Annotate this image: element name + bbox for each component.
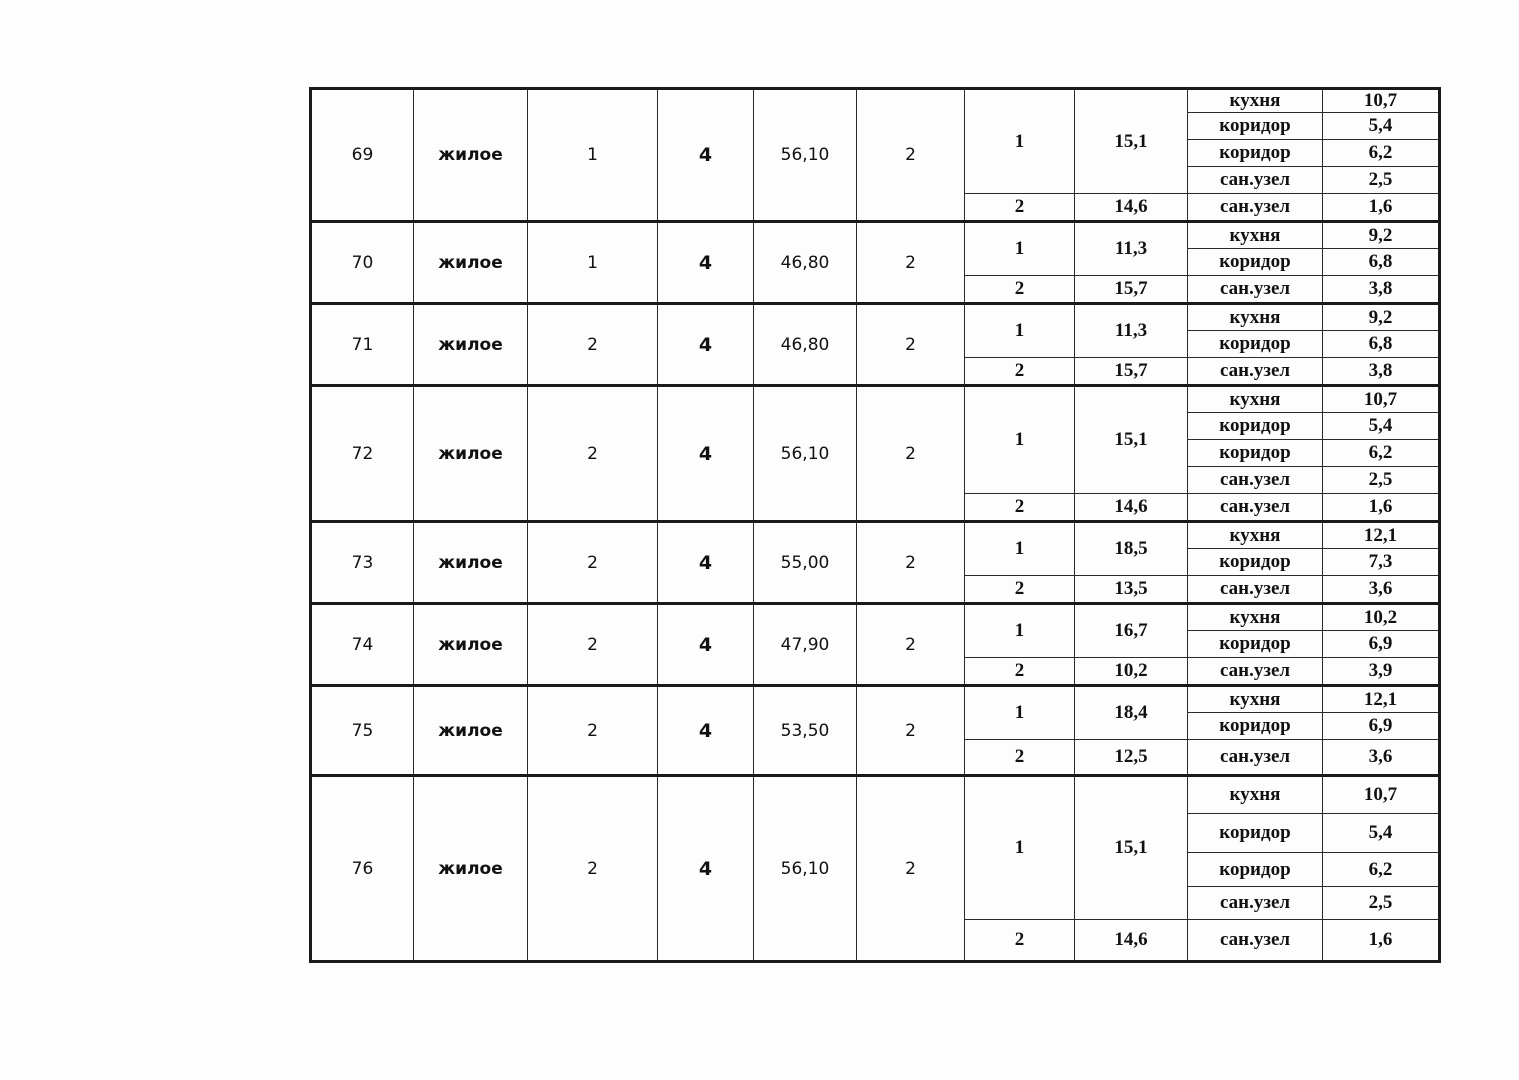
aux-room-name: коридор (1188, 249, 1323, 276)
column-4-value: 4 (658, 386, 754, 522)
aux-room-area: 12,1 (1323, 686, 1440, 713)
room-area: 15,1 (1075, 776, 1188, 920)
aux-room-area: 12,1 (1323, 522, 1440, 549)
apartment-area: 53,50 (754, 686, 857, 776)
room-index: 1 (965, 304, 1075, 358)
apartment-group (311, 89, 1440, 222)
room-area: 12,5 (1075, 740, 1188, 776)
column-3-value: 2 (528, 686, 658, 776)
column-6-value: 2 (857, 776, 965, 962)
apartment-type: жилое (414, 776, 528, 962)
column-3-value: 2 (528, 386, 658, 522)
aux-room-name: сан.узел (1188, 494, 1323, 522)
aux-room-area: 6,8 (1323, 249, 1440, 276)
apartment-type: жилое (414, 89, 528, 222)
aux-room-name: коридор (1188, 631, 1323, 658)
column-3-value: 2 (528, 776, 658, 962)
aux-room-area: 10,2 (1323, 604, 1440, 631)
aux-room-name: сан.узел (1188, 576, 1323, 604)
room-area: 13,5 (1075, 576, 1188, 604)
room-area: 15,1 (1075, 386, 1188, 494)
apartment-number: 72 (311, 386, 414, 522)
apartment-group (311, 522, 1440, 604)
apartment-number: 76 (311, 776, 414, 962)
apartment-group (311, 386, 1440, 522)
aux-room-area: 10,7 (1323, 89, 1440, 113)
aux-room-name: коридор (1188, 413, 1323, 440)
column-6-value: 2 (857, 686, 965, 776)
apartment-type: жилое (414, 604, 528, 686)
table-row (311, 776, 1440, 814)
apartment-number: 71 (311, 304, 414, 386)
table-row (311, 89, 1440, 113)
table-row (311, 222, 1440, 249)
column-4-value: 4 (658, 686, 754, 776)
column-3-value: 2 (528, 522, 658, 604)
aux-room-area: 6,2 (1323, 440, 1440, 467)
column-4-value: 4 (658, 304, 754, 386)
aux-room-area: 5,4 (1323, 413, 1440, 440)
column-6-value: 2 (857, 386, 965, 522)
room-index: 1 (965, 604, 1075, 658)
apartment-area: 55,00 (754, 522, 857, 604)
aux-room-area: 6,9 (1323, 713, 1440, 740)
aux-room-area: 6,8 (1323, 331, 1440, 358)
aux-room-name: кухня (1188, 686, 1323, 713)
column-6-value: 2 (857, 522, 965, 604)
room-index: 1 (965, 686, 1075, 740)
aux-room-name: коридор (1188, 853, 1323, 887)
aux-room-area: 6,2 (1323, 140, 1440, 167)
apartment-group (311, 222, 1440, 304)
aux-room-name: кухня (1188, 776, 1323, 814)
room-index: 2 (965, 276, 1075, 304)
room-index: 2 (965, 358, 1075, 386)
table-row (311, 386, 1440, 413)
apartment-type: жилое (414, 686, 528, 776)
aux-room-area: 9,2 (1323, 304, 1440, 331)
aux-room-name: сан.узел (1188, 276, 1323, 304)
aux-room-area: 3,8 (1323, 276, 1440, 304)
room-area: 10,2 (1075, 658, 1188, 686)
aux-room-name: кухня (1188, 89, 1323, 113)
apartment-number: 75 (311, 686, 414, 776)
table-row (311, 304, 1440, 331)
room-area: 15,1 (1075, 89, 1188, 194)
apartment-area: 46,80 (754, 304, 857, 386)
aux-room-area: 1,6 (1323, 494, 1440, 522)
apartment-number: 73 (311, 522, 414, 604)
aux-room-name: сан.узел (1188, 740, 1323, 776)
apartment-group (311, 304, 1440, 386)
aux-room-area: 5,4 (1323, 113, 1440, 140)
aux-room-name: сан.узел (1188, 658, 1323, 686)
aux-room-name: коридор (1188, 331, 1323, 358)
room-area: 18,4 (1075, 686, 1188, 740)
aux-room-name: сан.узел (1188, 358, 1323, 386)
apartment-type: жилое (414, 304, 528, 386)
room-area: 11,3 (1075, 222, 1188, 276)
column-3-value: 2 (528, 604, 658, 686)
aux-room-area: 3,8 (1323, 358, 1440, 386)
room-index: 2 (965, 658, 1075, 686)
column-3-value: 2 (528, 304, 658, 386)
apartment-area: 47,90 (754, 604, 857, 686)
room-index: 1 (965, 89, 1075, 194)
column-3-value: 1 (528, 222, 658, 304)
room-area: 15,7 (1075, 276, 1188, 304)
aux-room-area: 3,6 (1323, 576, 1440, 604)
column-4-value: 4 (658, 222, 754, 304)
apartment-type: жилое (414, 386, 528, 522)
apartments-table (309, 87, 1441, 963)
aux-room-name: коридор (1188, 440, 1323, 467)
column-6-value: 2 (857, 89, 965, 222)
aux-room-name: сан.узел (1188, 194, 1323, 222)
room-area: 14,6 (1075, 194, 1188, 222)
aux-room-name: сан.узел (1188, 887, 1323, 920)
aux-room-area: 9,2 (1323, 222, 1440, 249)
apartment-group (311, 776, 1440, 962)
room-area: 18,5 (1075, 522, 1188, 576)
aux-room-name: кухня (1188, 522, 1323, 549)
room-index: 1 (965, 522, 1075, 576)
room-index: 1 (965, 222, 1075, 276)
aux-room-area: 6,2 (1323, 853, 1440, 887)
aux-room-area: 1,6 (1323, 194, 1440, 222)
table-row (311, 604, 1440, 631)
apartment-group (311, 686, 1440, 776)
table-row (311, 686, 1440, 713)
aux-room-name: кухня (1188, 304, 1323, 331)
aux-room-area: 1,6 (1323, 920, 1440, 962)
aux-room-name: сан.узел (1188, 467, 1323, 494)
column-4-value: 4 (658, 522, 754, 604)
aux-room-name: сан.узел (1188, 167, 1323, 194)
room-index: 2 (965, 576, 1075, 604)
room-area: 11,3 (1075, 304, 1188, 358)
aux-room-name: коридор (1188, 814, 1323, 853)
aux-room-area: 7,3 (1323, 549, 1440, 576)
column-3-value: 1 (528, 89, 658, 222)
column-4-value: 4 (658, 604, 754, 686)
column-6-value: 2 (857, 304, 965, 386)
room-index: 2 (965, 494, 1075, 522)
aux-room-name: кухня (1188, 604, 1323, 631)
aux-room-name: коридор (1188, 140, 1323, 167)
aux-room-area: 2,5 (1323, 467, 1440, 494)
apartment-type: жилое (414, 522, 528, 604)
aux-room-area: 2,5 (1323, 167, 1440, 194)
room-area: 16,7 (1075, 604, 1188, 658)
table-row (311, 522, 1440, 549)
aux-room-area: 5,4 (1323, 814, 1440, 853)
column-4-value: 4 (658, 89, 754, 222)
column-6-value: 2 (857, 604, 965, 686)
aux-room-area: 2,5 (1323, 887, 1440, 920)
aux-room-area: 10,7 (1323, 776, 1440, 814)
room-index: 2 (965, 740, 1075, 776)
apartment-number: 69 (311, 89, 414, 222)
room-index: 1 (965, 386, 1075, 494)
room-index: 2 (965, 194, 1075, 222)
aux-room-area: 10,7 (1323, 386, 1440, 413)
room-area: 14,6 (1075, 920, 1188, 962)
aux-room-area: 3,6 (1323, 740, 1440, 776)
room-index: 1 (965, 776, 1075, 920)
room-area: 14,6 (1075, 494, 1188, 522)
aux-room-area: 6,9 (1323, 631, 1440, 658)
aux-room-name: коридор (1188, 113, 1323, 140)
apartment-area: 56,10 (754, 386, 857, 522)
aux-room-name: кухня (1188, 222, 1323, 249)
apartment-group (311, 604, 1440, 686)
apartment-area: 46,80 (754, 222, 857, 304)
room-area: 15,7 (1075, 358, 1188, 386)
column-4-value: 4 (658, 776, 754, 962)
aux-room-name: коридор (1188, 713, 1323, 740)
apartment-area: 56,10 (754, 776, 857, 962)
aux-room-area: 3,9 (1323, 658, 1440, 686)
column-6-value: 2 (857, 222, 965, 304)
apartment-number: 70 (311, 222, 414, 304)
apartment-type: жилое (414, 222, 528, 304)
aux-room-name: кухня (1188, 386, 1323, 413)
aux-room-name: коридор (1188, 549, 1323, 576)
apartment-area: 56,10 (754, 89, 857, 222)
room-index: 2 (965, 920, 1075, 962)
apartment-number: 74 (311, 604, 414, 686)
aux-room-name: сан.узел (1188, 920, 1323, 962)
